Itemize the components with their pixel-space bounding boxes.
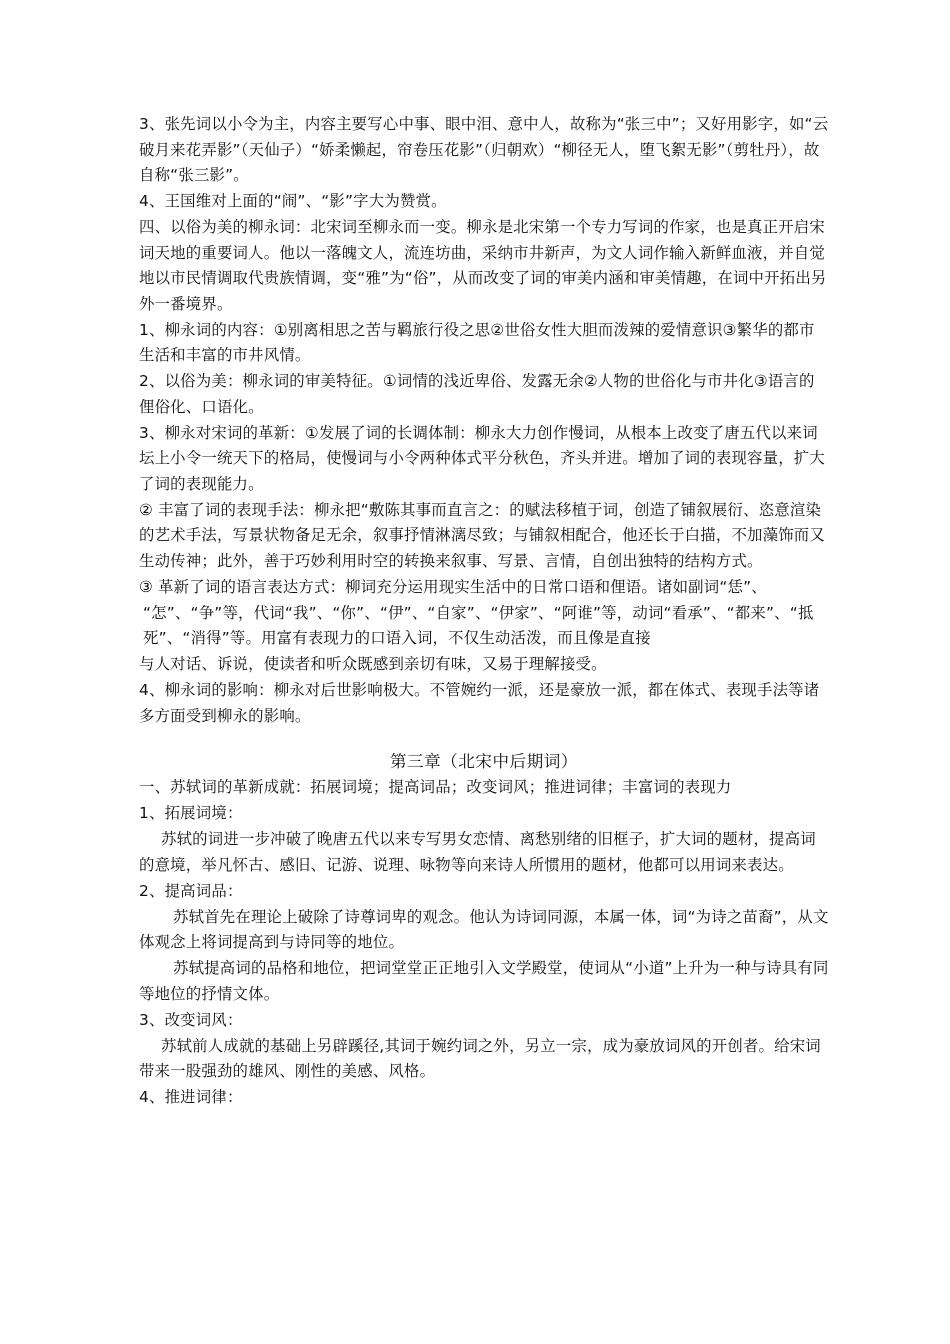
liuyong-content: 1、柳永词的内容：①别离相思之苦与羁旅行役之思②世俗女性大胆而泼辣的爱情意识③繁华的都市生活和丰富的市井风情。 xyxy=(139,320,815,364)
liuyong-innovation-1: 3、柳永对宋词的革新：①发展了词的长调体制：柳永大力创作慢词，从根本上改变了唐五代以来词坛上小令一统天下的格局，使慢词与小令两种体式平分秋色，齐头并进。增加了词的表现容量，扩大了词的表现能力。 xyxy=(139,423,825,493)
sushi-h2: 2、提高词品： xyxy=(139,881,243,900)
liuyong-aesthetic: 2、以俗为美：柳永词的审美特征。①词情的浅近卑俗、发露无余②人物的世俗化与市井化③语言的俚俗化、口语化。 xyxy=(139,372,815,416)
liuyong-influence: 4、柳永词的影响：柳永对后世影响极大。不管婉约一派，还是豪放一派，都在体式、表现手法等诸多方面受到柳永的影响。 xyxy=(139,681,820,725)
sushi-h2-body-1: 苏轼首先在理论上破除了诗尊词卑的观念。他认为诗词同源，本属一体，词“为诗之苗裔”，从文体观念上将词提高到与诗同等的地位。 xyxy=(139,907,829,951)
paragraph-zhangxian: 3、张先词以小令为主，内容主要写心中事、眼中泪、意中人，故称为“张三中”；又好用影字，如“云破月来花弄影”（天仙子）“娇柔懒起，帘卷压花影”（归朝欢）“柳径无人，堕飞絮无影”（剪牡丹），故自称“张三影”。 xyxy=(139,115,829,184)
chapter-title: 第三章（北宋中后期词） xyxy=(389,752,579,771)
sushi-h3-body: 苏轼前人成就的基础上另辟蹊径,其词于婉约词之外，另立一宗，成为豪放词风的开创者。给宋词带来一股强劲的雄风、刚性的美感、风格。 xyxy=(139,1036,821,1080)
sushi-h2-body-2: 苏轼提高词的品格和地位，把词堂堂正正地引入文学殿堂，使词从“小道”上升为一种与诗具有同等地位的抒情文体。 xyxy=(139,959,829,1003)
liuyong-innovation-3b: “怎”、“争”等，代词“我”、“你”、“伊”、“自家”、“伊家”、“阿谁”等，动词“看承”、“都来”、“抵死”、“消得”等。用富有表现力的口语入词，不仅生动活泼，而且像是直接 xyxy=(143,603,814,647)
sushi-h4: 4、推进词律： xyxy=(139,1088,243,1106)
document-page xyxy=(139,112,829,1111)
sushi-h3: 3、改变词风： xyxy=(139,1010,243,1029)
liuyong-innovation-3a: ③ 革新了词的语言表达方式：柳词充分运用现实生活中的日常口语和俚语。诸如副词“恁”、 xyxy=(139,577,767,596)
paragraph-wangguowei: 4、王国维对上面的“闹”、“影”字大为赞赏。 xyxy=(139,192,447,210)
sushi-h1: 1、拓展词境： xyxy=(139,804,243,822)
sushi-h1-body: 苏轼的词进一步冲破了晚唐五代以来专写男女恋情、离愁别绪的旧框子，扩大词的题材，提高词的意境，举凡怀古、感旧、记游、说理、咏物等向来诗人所惯用的题材，他都可以用词来表达。 xyxy=(139,830,816,874)
liuyong-innovation-3c: 与人对话、诉说，使读者和听众既感到亲切有味，又易于理解接受。 xyxy=(139,655,607,673)
section-liuyong-heading: 四、以俗为美的柳永词：北宋词至柳永而一变。柳永是北宋第一个专力写词的作家，也是真正开启宋词天地的重要词人。他以一落魄文人，流连坊曲，采纳市井新声，为文人词作输入新鲜血液，并自觉地以市民情调取代贵族情调，变“雅”为“俗”，从而改变了词的审美内涵和审美情趣，在词中开拓出另外一番境界。 xyxy=(139,218,827,313)
liuyong-innovation-2: ② 丰富了词的表现手法：柳永把“敷陈其事而直言之：的赋法移植于词，创造了铺叙展衍、恣意渲染的艺术手法，写景状物备足无余，叙事抒情淋漓尽致；与铺叙相配合，他还长于白描，不加藻饰而又生动传神；此外，善于巧妙利用时空的转换来叙事、写景、言情，自创出独特的结构方式。 xyxy=(139,500,825,570)
sushi-heading: 一、苏轼词的革新成就：拓展词境；提高词品；改变词风；推进词律；丰富词的表现力 xyxy=(139,778,732,796)
